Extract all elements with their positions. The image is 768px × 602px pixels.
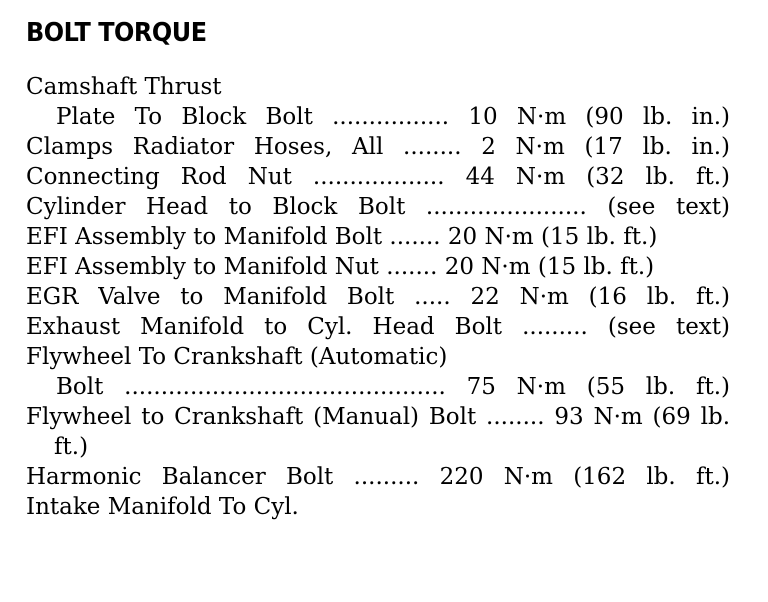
torque-entry xyxy=(26,102,730,132)
torque-entry xyxy=(26,372,730,402)
entry-text: Clamps Radiator Hoses, All ........ 2 N·m (17 lb. in.) xyxy=(26,134,730,160)
torque-entry xyxy=(26,342,730,372)
torque-entry xyxy=(26,402,738,462)
entry-text: Flywheel to Crankshaft (Manual) Bolt ........ 93 N·m (69 lb. ft.) xyxy=(26,404,738,460)
entry-text: Intake Manifold To Cyl. xyxy=(26,494,299,520)
entry-text: Cylinder Head to Block Bolt ...................... (see text) xyxy=(26,194,730,220)
torque-entry xyxy=(26,462,730,492)
torque-entry xyxy=(26,132,730,162)
entry-text: EGR Valve to Manifold Bolt ..... 22 N·m (16 lb. ft.) xyxy=(26,284,730,310)
section-title: BOLT TORQUE xyxy=(26,18,207,48)
entry-text: EFI Assembly to Manifold Nut ....... 20 N·m (15 lb. ft.) xyxy=(26,254,655,280)
entry-text: Camshaft Thrust xyxy=(26,74,222,100)
entry-text: Flywheel To Crankshaft (Automatic) xyxy=(26,344,448,370)
entry-text: Exhaust Manifold to Cyl. Head Bolt ......... (see text) xyxy=(26,314,730,340)
document xyxy=(26,14,738,522)
entry-text: Bolt ............................................ 75 N·m (55 lb. ft.) xyxy=(56,374,730,400)
entry-text: Harmonic Balancer Bolt ......... 220 N·m (162 lb. ft.) xyxy=(26,464,730,490)
torque-entry xyxy=(26,72,730,102)
entry-text: Connecting Rod Nut .................. 44 N·m (32 lb. ft.) xyxy=(26,164,730,190)
torque-entry xyxy=(26,162,730,192)
torque-entry xyxy=(26,222,730,252)
torque-entry xyxy=(26,282,730,312)
torque-entry xyxy=(26,492,730,522)
torque-list xyxy=(26,72,738,522)
torque-entry xyxy=(26,312,730,342)
torque-entry xyxy=(26,252,730,282)
entry-text: Plate To Block Bolt ................ 10 N·m (90 lb. in.) xyxy=(56,104,730,130)
entry-text: EFI Assembly to Manifold Bolt ....... 20 N·m (15 lb. ft.) xyxy=(26,224,658,250)
torque-entry xyxy=(26,192,730,222)
